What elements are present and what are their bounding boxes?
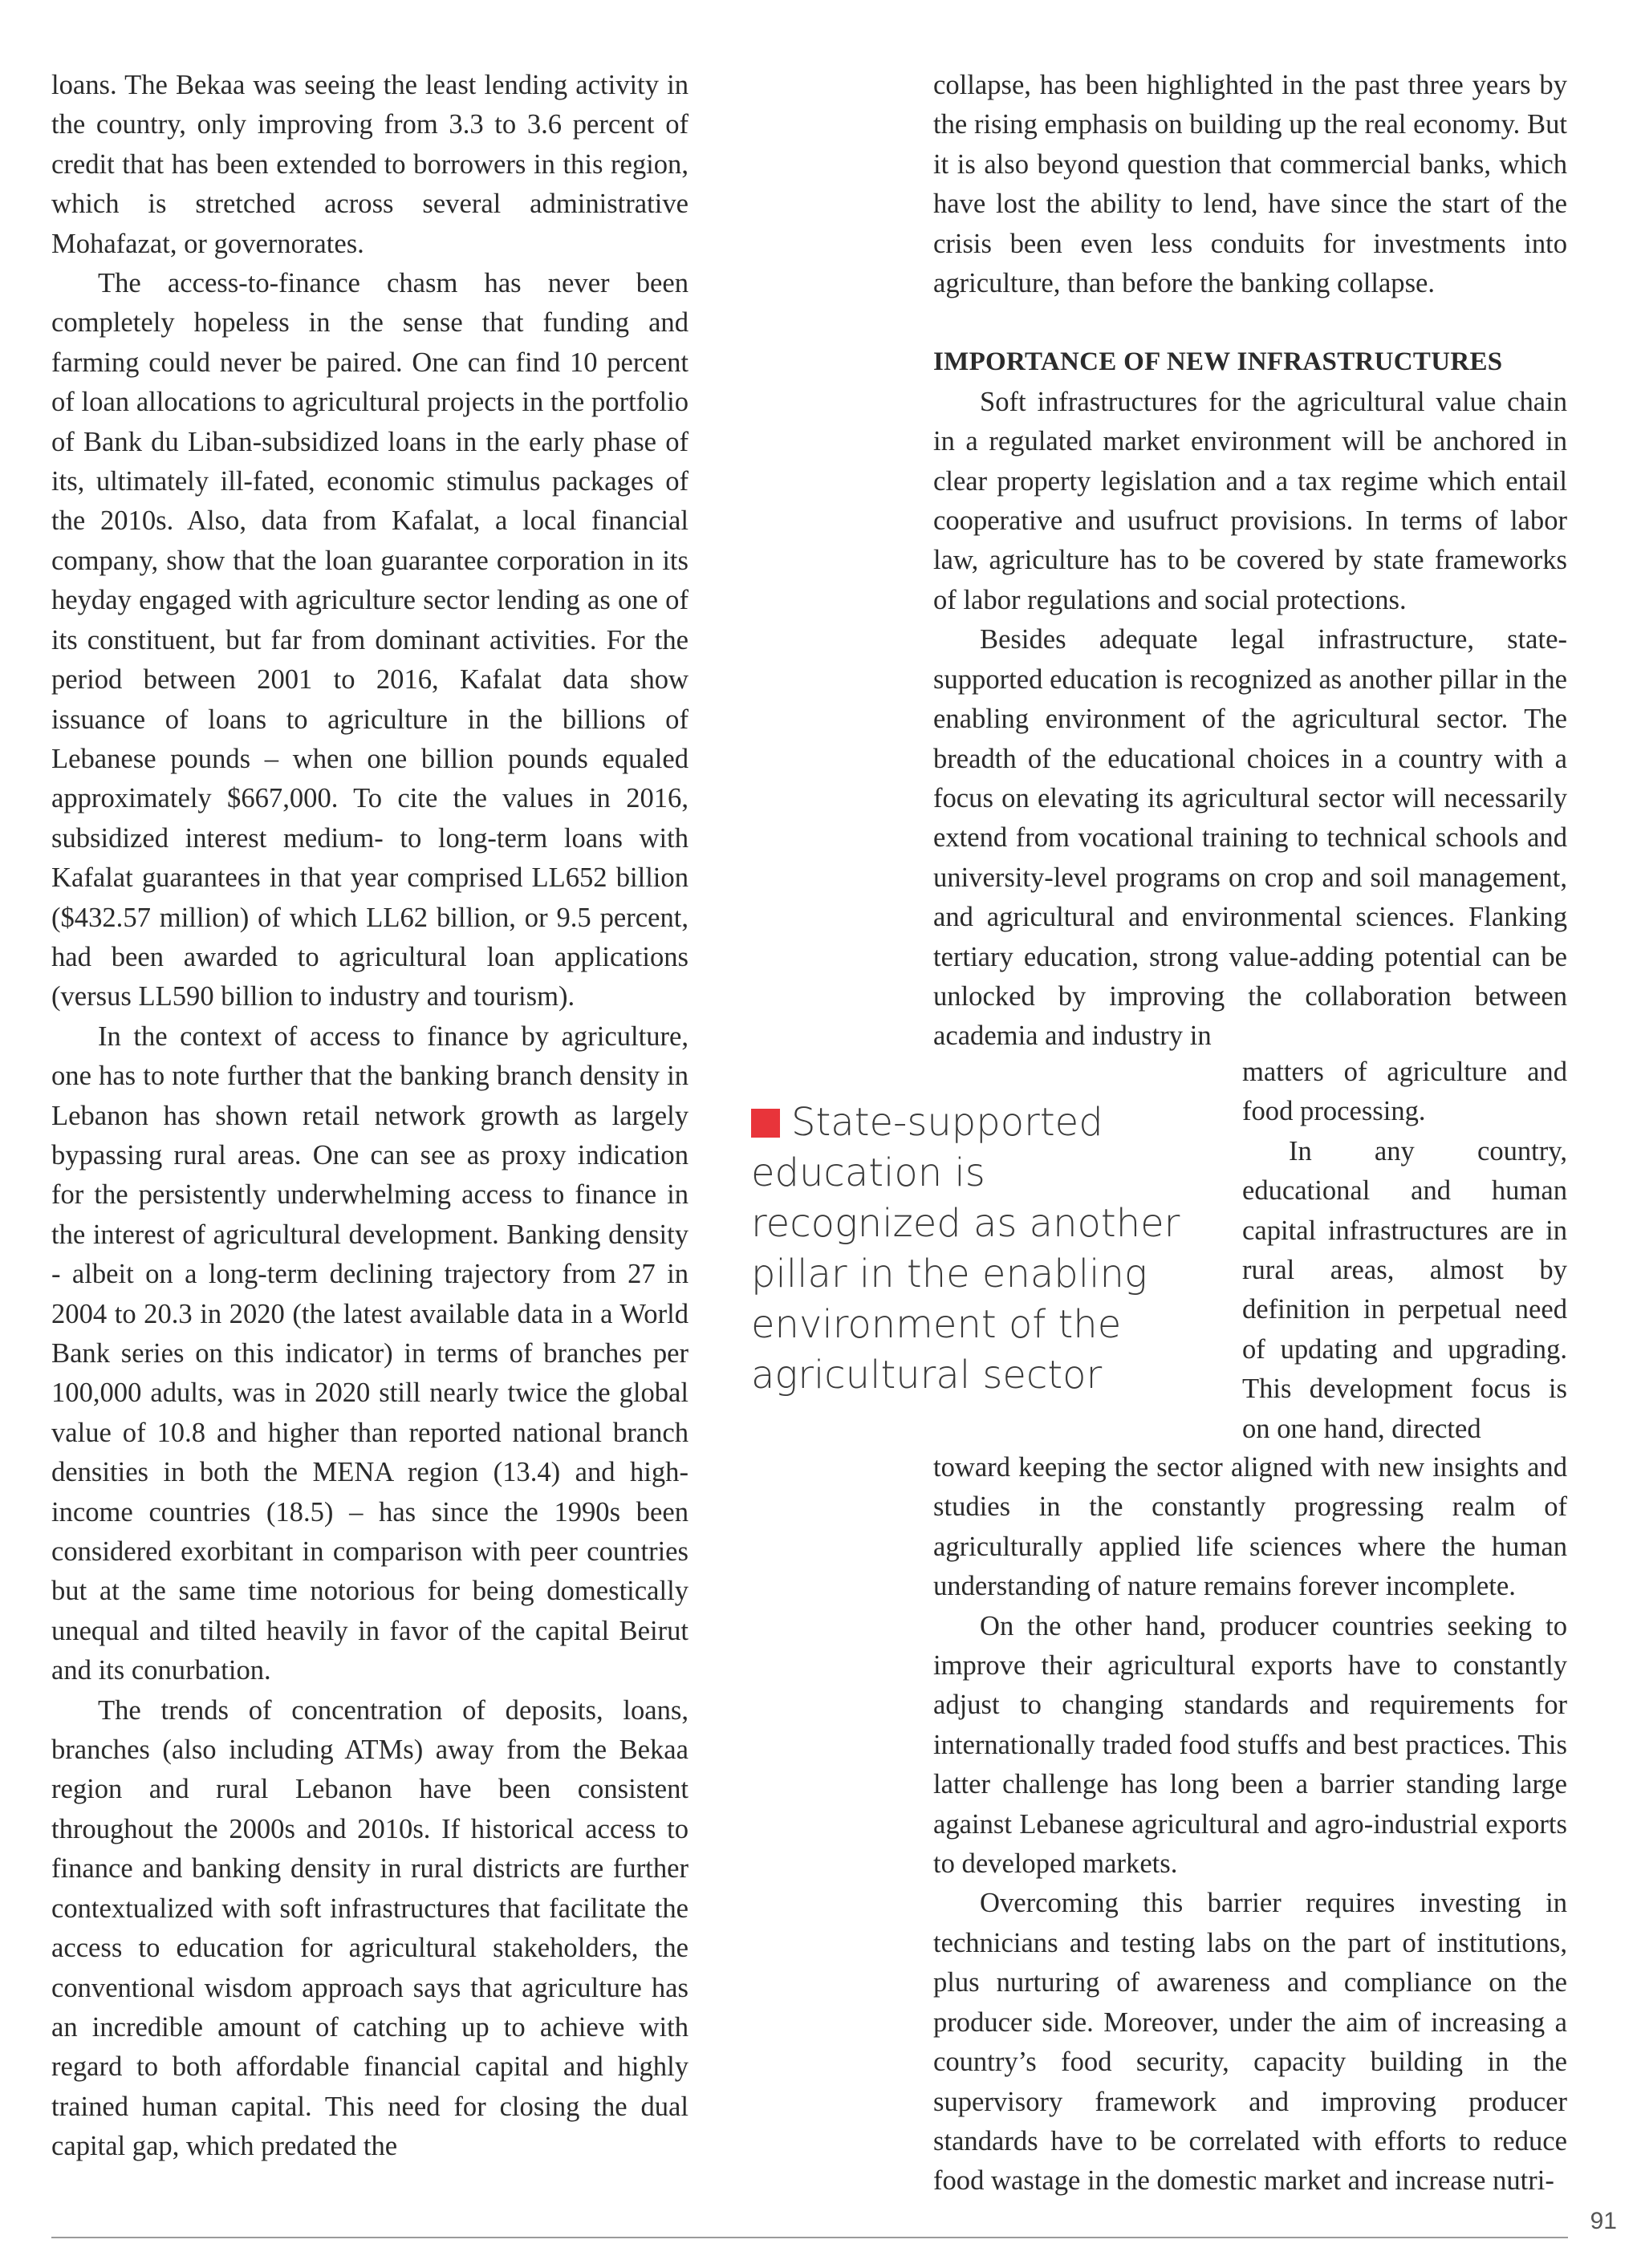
page-number: 91 bbox=[1590, 2208, 1617, 2234]
body-paragraph-continuation: matters of agriculture and food processing. bbox=[1242, 1057, 1567, 1127]
body-paragraph: Besides adequate legal infrastructure, state-supported education is recognized as another pillar in the enabling environment of the agricultural sector. The breadth of the educational choices in a country with a focus on elevating its agricultural sector will necessarily extend from vocational training to technical schools and university-level programs on crop and soil management, and agricultural and environmental sciences. Flanking tertiary education, strong value-adding potential can be unlocked by improving the collaboration between academia and industry in bbox=[933, 624, 1567, 1052]
body-paragraph: The access-to-finance chasm has never been completely hopeless in the sense that funding and farming could never be paired. One can find 10 percent of loan allocations to agricultural projects in the portfolio of Bank du Liban-subsidized loans in the early phase of its, ultimately ill-fated, economic stimulus packages of the 2010s. Also, data from Kafalat, a local financial company, show that the loan guarantee corporation in its heyday engaged with agriculture sector lending as one of its constituent, but far from dominant activities. For the period between 2001 to 2016, Kafalat data show issuance of loans to agriculture in the billions of Lebanese pounds – when one billion pounds equaled approximately $667,000. To cite the values in 2016, subsidized interest medium- to long-term loans with Kafalat guarantees in that year comprised LL652 billion ($432.57 million) of which LL62 billion, or 9.5 percent, had been awarded to agricultural loan applications (versus LL590 billion to industry and tourism). bbox=[51, 268, 688, 1012]
section-heading: IMPORTANCE OF NEW INFRASTRUCTURES bbox=[933, 347, 1503, 377]
body-paragraph: Soft infrastructures for the agricultural value chain in a regulated market environment will be anchored in clear property legislation and a tax regime which entail cooperative and usufruct provisions. In terms of labor law, agriculture has to be covered by state frameworks of labor regulations and social protections. bbox=[933, 386, 1567, 615]
body-paragraph: On the other hand, producer countries seeking to improve their agricultural exports have to constantly adjust to changing standards and requirements for internationally traded food stuffs and best practices. This latter challenge has long been a barrier standing large against Lebanese agricultural and agro-industrial exports to developed markets. bbox=[933, 1610, 1567, 1880]
body-paragraph: Overcoming this barrier requires investing in technicians and testing labs on the part of institutions, plus nurturing of awareness and compliance on the producer side. Moreover, under the aim of increasing a country’s food security, capacity building in the supervisory framework and improving producer standards have to be correlated with efforts to reduce food wastage in the domestic market and increase nutri- bbox=[933, 1888, 1567, 2197]
right-column-bottom bbox=[933, 1448, 1567, 2201]
right-column-narrow bbox=[1242, 1053, 1567, 1449]
body-paragraph-continuation: toward keeping the sector aligned with new insights and studies in the constantly progressing realm of agriculturally applied life sciences where the human understanding of nature remains forever incomplete. bbox=[933, 1452, 1567, 1602]
body-paragraph: collapse, has been highlighted in the past three years by the rising emphasis on building up the real economy. But it is also beyond question that commercial banks, which have lost the ability to lend, have since the start of the crisis been even less conduits for investments into agriculture, than before the banking collapse. bbox=[933, 70, 1567, 299]
pull-quote bbox=[751, 1097, 1200, 1401]
red-square-icon bbox=[751, 1109, 780, 1138]
body-paragraph: The trends of concentration of deposits, loans, branches (also including ATMs) away from the Bekaa region and rural Lebanon have been consistent throughout the 2000s and 2010s. If historical access to finance and banking density in rural districts are further contextualized with soft infrastructures that facilitate the access to education for agricultural stakeholders, the conventional wisdom approach says that agriculture has an incredible amount of catching up to achieve with regard to both affordable financial capital and highly trained human capital. This need for closing the dual capital gap, which predated the bbox=[51, 1694, 688, 2162]
body-paragraph: In any country, educational and human capital infrastructures are in rural areas, almost by definition in perpetual need of updating and upgrading. This development focus is on one hand, directed bbox=[1242, 1135, 1567, 1444]
body-paragraph: In the context of access to finance by agriculture, one has to note further that the banking branch density in Lebanon has shown retail network growth as largely bypassing rural areas. One can see as proxy indication for the persistently underwhelming access to finance in the interest of agricultural development. Banking density - albeit on a long-term declining trajectory from 27 in 2004 to 20.3 in 2020 (the latest available data in a World Bank series on this indicator) in terms of branches per 100,000 adults, was in 2020 still nearly twice the global value of 10.8 and higher than reported national branch densities in both the MENA region (13.4) and high-income countries (18.5) – has since the 1990s been considered exorbitant in comparison with peer countries but at the same time notorious for being domestically unequal and tilted heavily in favor of the capital Beirut and its conurbation. bbox=[51, 1020, 688, 1686]
footer-rule bbox=[51, 2237, 1568, 2238]
body-paragraph: loans. The Bekaa was seeing the least lending activity in the country, only improving from 3.3 to 3.6 percent of credit that has been extended to borrowers in this region, which is stretched across several administrative Mohafazat, or governorates. bbox=[51, 70, 688, 259]
left-column bbox=[51, 66, 688, 2167]
right-column-top bbox=[933, 66, 1567, 1057]
pull-quote-text: State-supported education is recognized as another pillar in the enabling environment of the agricultural sector bbox=[751, 1100, 1180, 1398]
section-spacer bbox=[933, 303, 1567, 343]
